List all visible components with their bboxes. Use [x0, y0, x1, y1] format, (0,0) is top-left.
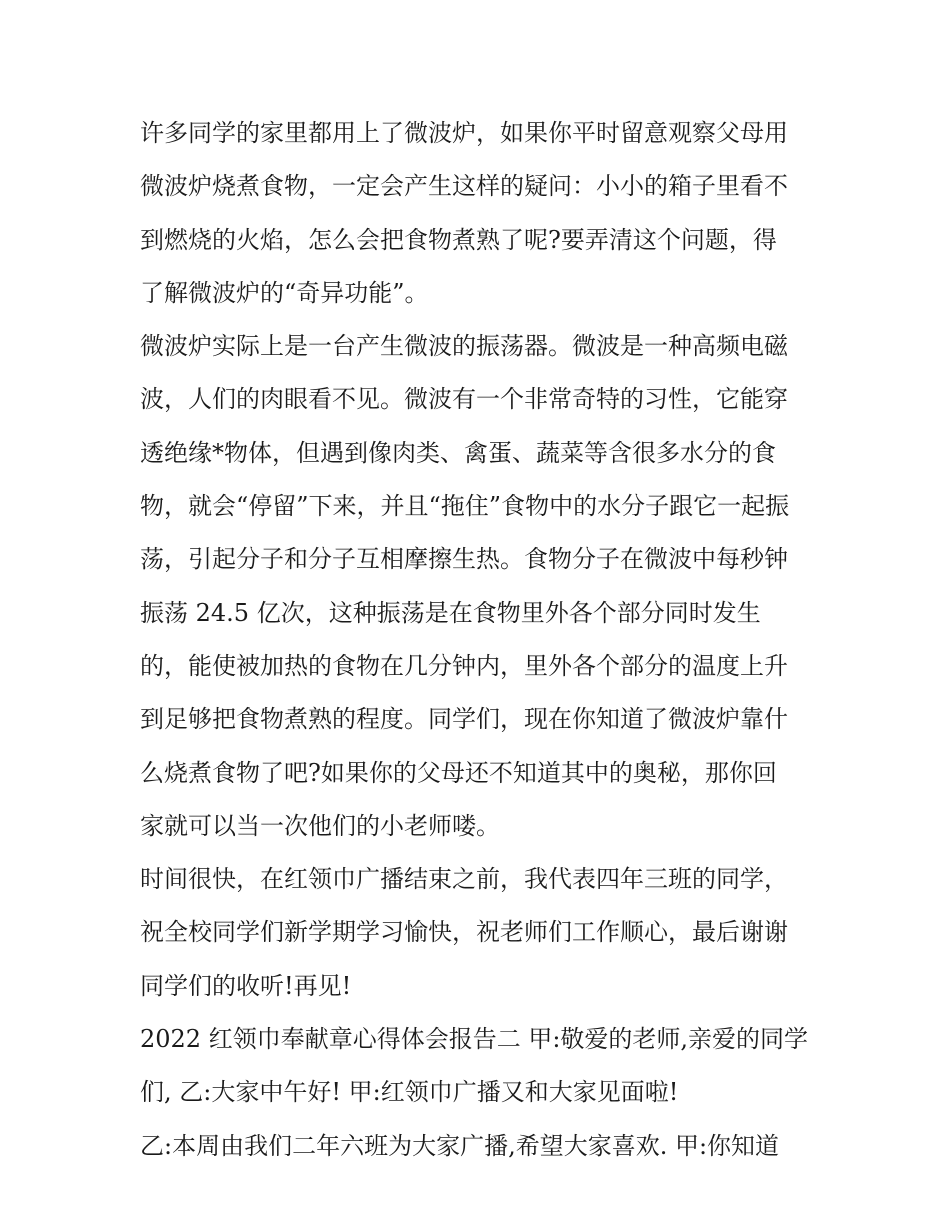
text-line: 微波炉烧煮食物，一定会产生这样的疑问：小小的箱子里看不 — [140, 172, 788, 201]
text-line: 物，就会“停留”下来，并且“拖住”食物中的水分子跟它一起振 — [140, 492, 790, 521]
text-line: 祝全校同学们新学期学习愉快，祝老师们工作顺心，最后谢谢 — [140, 918, 788, 947]
document-body — [140, 107, 830, 1173]
text-line: 2022 红领巾奉献章心得体会报告二 甲:敬爱的老师,亲爱的同学 — [140, 1025, 809, 1054]
text-line: 的，能使被加热的食物在几分钟内，里外各个部分的温度上升 — [140, 651, 788, 680]
text-line: 时间很快，在红领巾广播结束之前，我代表四年三班的同学， — [140, 865, 788, 894]
text-line: 乙:本周由我们二年六班为大家广播,希望大家喜欢. 甲:你知道 — [140, 1131, 780, 1160]
text-line: 微波炉实际上是一台产生微波的振荡器。微波是一种高频电磁 — [140, 332, 788, 361]
text-line: 波，人们的肉眼看不见。微波有一个非常奇特的习性，它能穿 — [140, 385, 788, 414]
text-line: 们, 乙:大家中午好! 甲:红领巾广播又和大家见面啦! — [140, 1078, 679, 1107]
text-line: 透绝缘*物体，但遇到像肉类、禽蛋、蔬菜等含很多水分的食 — [140, 438, 776, 467]
text-line: 振荡 24.5 亿次，这种振荡是在食物里外各个部分同时发生 — [140, 598, 761, 627]
text-line: 到燃烧的火焰，怎么会把食物煮熟了呢?要弄清这个问题，得 — [140, 225, 777, 254]
text-line: 到足够把食物煮熟的程度。同学们，现在你知道了微波炉靠什 — [140, 705, 788, 734]
text-line: 家就可以当一次他们的小老师喽。 — [140, 811, 500, 840]
text-line: 许多同学的家里都用上了微波炉，如果你平时留意观察父母用 — [140, 119, 788, 147]
text-line: 了解微波炉的“奇异功能”。 — [140, 278, 429, 307]
text-line: 同学们的收听!再见! — [140, 971, 352, 1000]
text-line: 么烧煮食物了吧?如果你的父母还不知道其中的奥秘，那你回 — [140, 758, 777, 787]
text-line: 荡，引起分子和分子互相摩擦生热。食物分子在微波中每秒钟 — [140, 545, 788, 574]
